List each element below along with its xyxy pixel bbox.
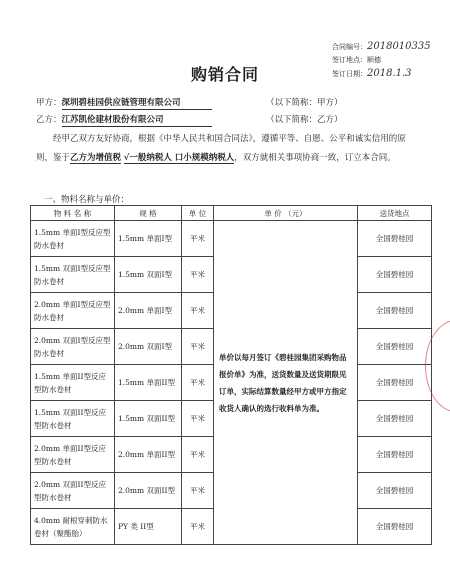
party-a-label: 甲方： bbox=[36, 98, 62, 108]
party-b-name: 江苏凯伦建材股份有限公司 bbox=[62, 114, 212, 127]
material-name: 4.0mm 耐根穿刺防水卷材（聚酯胎） bbox=[31, 509, 115, 545]
material-name: 1.5mm 单面Ⅰ型反应型防水卷材 bbox=[31, 221, 115, 257]
material-name: 1.5mm 单面II型反应型防水卷材 bbox=[31, 365, 115, 401]
material-name: 1.5mm 双面II型反应型防水卷材 bbox=[31, 401, 115, 437]
sign-place: 签订地点：顺德 bbox=[332, 56, 381, 64]
party-a-name: 深圳碧桂园供应链管理有限公司 bbox=[62, 97, 212, 110]
party-b-short: （以下简称：乙方） bbox=[266, 115, 343, 125]
material-name: 2.0mm 双面Ⅰ型反应型防水卷材 bbox=[31, 329, 115, 365]
sign-date: 签订日期：2018.1.3 bbox=[332, 68, 412, 79]
party-b-label: 乙方： bbox=[36, 115, 62, 125]
delivery-place: 全国碧桂园 bbox=[358, 221, 432, 257]
material-spec: PY 类 II型 bbox=[115, 509, 182, 545]
col-header-name: 物 料 名 称 bbox=[31, 206, 115, 221]
material-unit: 平米 bbox=[182, 293, 214, 329]
intro-paragraph: 经甲乙双方友好协商，根据《中华人民共和国合同法》，遵循平等、自愿、公平和诚实信用的原则，鉴于乙方为增值税 √一般纳税人 口小规模纳税人，双方就相关事项协商一致，订立本合同。 bbox=[36, 134, 406, 163]
delivery-place: 全国碧桂园 bbox=[358, 509, 432, 545]
delivery-place: 全国碧桂园 bbox=[358, 329, 432, 365]
material-unit: 平米 bbox=[182, 329, 214, 365]
delivery-place: 全国碧桂园 bbox=[358, 473, 432, 509]
col-header-place: 送货地点 bbox=[358, 206, 432, 221]
materials-table bbox=[30, 205, 432, 545]
material-name: 2.0mm 单面II型反应型防水卷材 bbox=[31, 437, 115, 473]
delivery-place: 全国碧桂园 bbox=[358, 293, 432, 329]
material-spec: 2.0mm 双面Ⅰ型 bbox=[115, 329, 182, 365]
material-name: 1.5mm 双面Ⅰ型反应型防水卷材 bbox=[31, 257, 115, 293]
material-spec: 2.0mm 单面Ⅰ型 bbox=[115, 293, 182, 329]
material-spec: 1.5mm 单面II型 bbox=[115, 365, 182, 401]
material-unit: 平米 bbox=[182, 365, 214, 401]
material-unit: 平米 bbox=[182, 437, 214, 473]
page-title: 购销合同 bbox=[190, 65, 259, 84]
contract-number: 合同编号：2018010335 bbox=[332, 41, 431, 52]
delivery-place: 全国碧桂园 bbox=[358, 257, 432, 293]
material-unit: 平米 bbox=[182, 473, 214, 509]
material-unit: 平米 bbox=[182, 221, 214, 257]
material-spec: 1.5mm 双面II型 bbox=[115, 401, 182, 437]
section-heading: 一、物料名称与单价： bbox=[44, 195, 130, 205]
material-unit: 平米 bbox=[182, 401, 214, 437]
material-spec: 2.0mm 双面II型 bbox=[115, 473, 182, 509]
delivery-place: 全国碧桂园 bbox=[358, 365, 432, 401]
table-header-row bbox=[31, 206, 432, 221]
contract-number-value: 2018010335 bbox=[367, 41, 431, 52]
material-spec: 1.5mm 单面Ⅰ型 bbox=[115, 221, 182, 257]
material-spec: 1.5mm 双面Ⅰ型 bbox=[115, 257, 182, 293]
delivery-place: 全国碧桂园 bbox=[358, 437, 432, 473]
material-unit: 平米 bbox=[182, 509, 214, 545]
material-name: 2.0mm 双面II型反应型防水卷材 bbox=[31, 473, 115, 509]
col-header-spec: 规 格 bbox=[115, 206, 182, 221]
col-header-price: 单 价 （元） bbox=[214, 206, 358, 221]
table-row bbox=[31, 221, 432, 257]
material-unit: 平米 bbox=[182, 257, 214, 293]
material-spec: 2.0mm 单面II型 bbox=[115, 437, 182, 473]
party-b-line bbox=[36, 114, 343, 126]
sign-date-value: 2018.1.3 bbox=[367, 68, 412, 79]
price-note: 单价以每月签订《碧桂园集团采购物品报价单》为准，送货数量及送货期限见订单，实际结算数量经甲方或甲方指定收货人确认的选行收料单为准。 bbox=[214, 221, 358, 545]
col-header-unit: 单 位 bbox=[182, 206, 214, 221]
party-a-short: （以下简称：甲方） bbox=[266, 98, 343, 108]
delivery-place: 全国碧桂园 bbox=[358, 401, 432, 437]
material-name: 2.0mm 单面Ⅰ型反应型防水卷材 bbox=[31, 293, 115, 329]
party-a-line bbox=[36, 97, 343, 109]
